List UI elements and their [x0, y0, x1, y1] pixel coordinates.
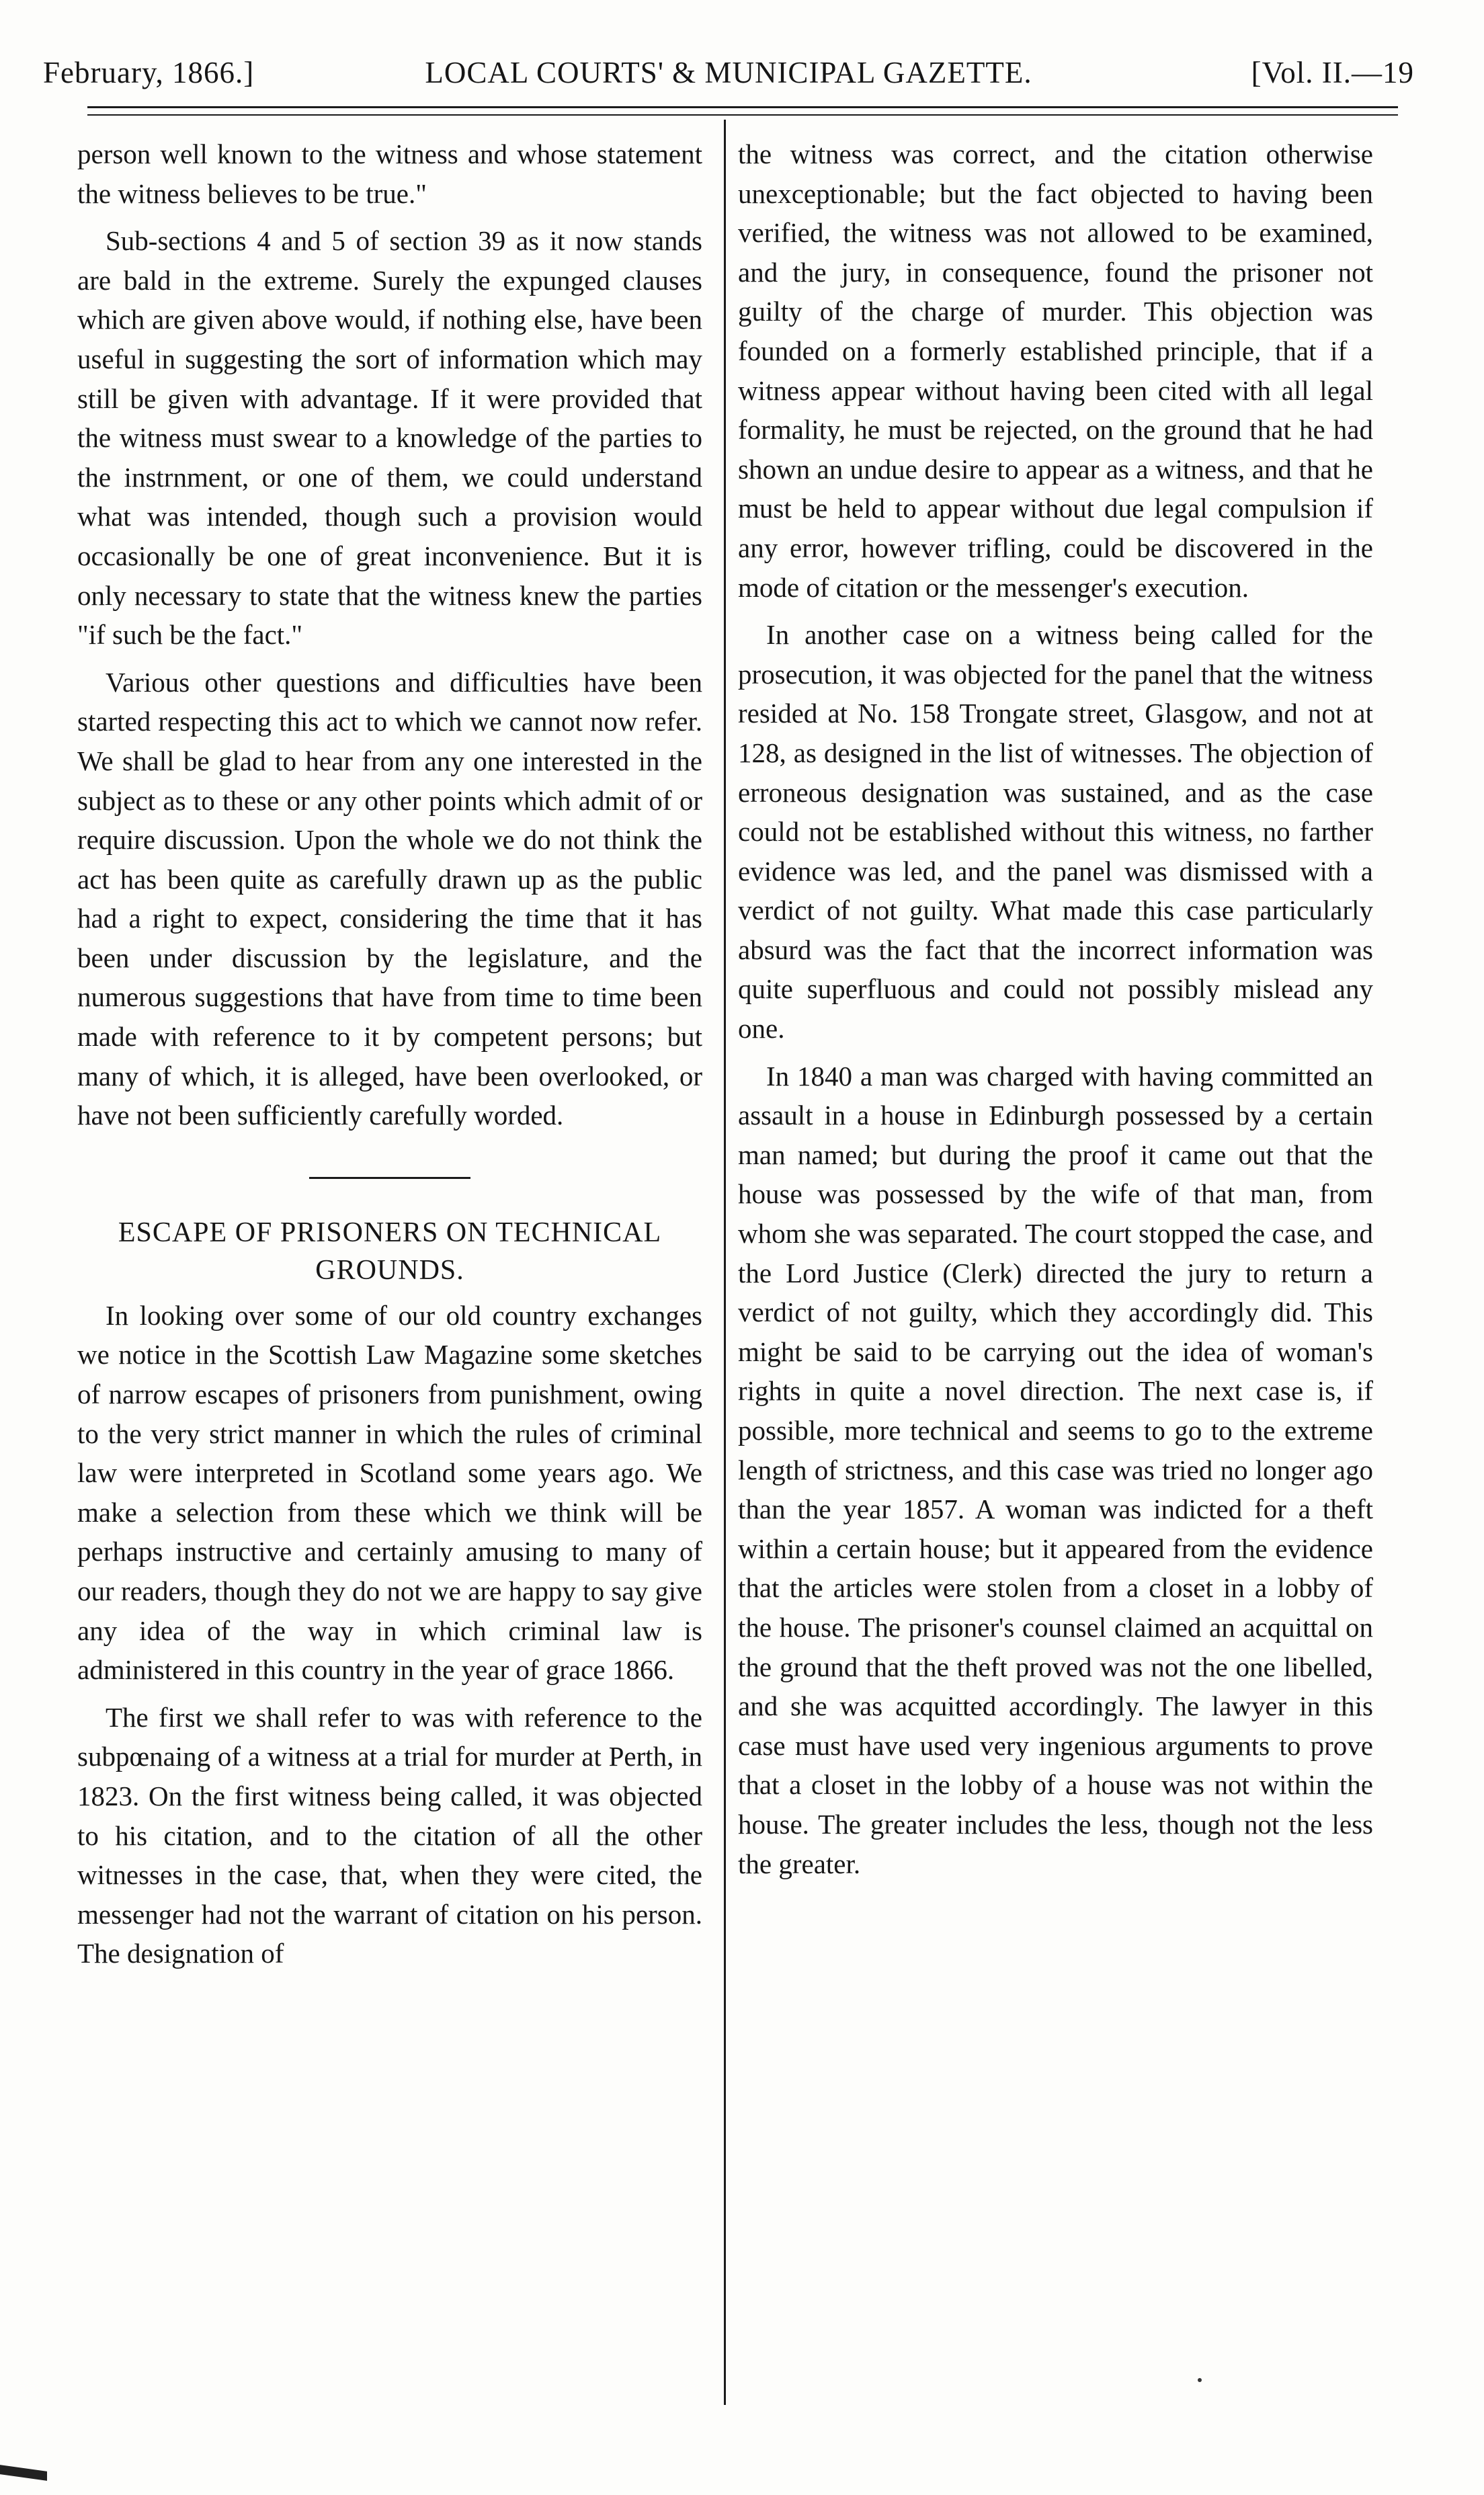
publication-title: LOCAL COURTS' & MUNICIPAL GAZETTE.	[425, 56, 1032, 89]
header-rule-bottom	[87, 114, 1398, 116]
section-separator	[309, 1177, 470, 1179]
page-edge-mark	[0, 2465, 47, 2481]
volume-page-number: [Vol. II.—19	[1251, 56, 1414, 89]
column-divider	[724, 120, 726, 2405]
paragraph: person well known to the witness and whose statement the witness believes to be true."	[77, 138, 702, 209]
paragraph: Various other questions and difficulties have been started respecting this act to which we cannot now refer. We shall be glad to hear from any one interested in the subject as to these or any other points which admit of or require discussion. Upon the whole we do not think the act has been quite as carefully drawn up as the public had a right to expect, considering the time that it has been under discussion by the legislature, and the numerous suggestions that have from time to time been made with reference to it by competent persons; but many of which, it is alleged, have been overlooked, or have not been sufficiently carefully worded.	[77, 666, 702, 1131]
right-column	[738, 134, 1373, 1891]
header-rule-top	[87, 106, 1398, 108]
ink-speck	[1198, 2378, 1202, 2382]
page-header	[43, 47, 1414, 94]
left-column	[77, 134, 702, 1981]
paragraph: In 1840 a man was charged with having committed an assault in a house in Edinburgh possessed by a certain man named; but during the proof it came out that the house was possessed by the wife of that man, from whom she was separated. The court stopped the case, and the Lord Justice (Clerk) directed the jury to return a verdict of not guilty, which they accordingly did. This might be said to be carrying out the idea of woman's rights in quite a novel direction. The next case is, if possible, more technical and seems to go to the extreme length of strictness, and this case was tried no longer ago than the year 1857. A woman was indicted for a theft within a certain house; but it appeared from the evidence that the articles were stolen from a closet in a lobby of the house. The prisoner's counsel claimed an acquittal on the ground that the theft proved was not the one libelled, and she was acquitted accordingly. The lawyer in this case must have used very ingenious arguments to prove that a closet in the lobby of a house was not within the house. The greater includes the less, though not the less the greater.	[738, 1060, 1373, 1879]
paragraph: Sub-sections 4 and 5 of section 39 as it now stands are bald in the extreme. Surely the expunged clauses which are given above would, if nothing else, have been useful in suggesting the sort of information which may still be given with advantage. If it were provided that the witness must swear to a knowledge of the parties to the instrnment, or one of them, we could understand what was intended, though such a provision would occasionally be one of great inconvenience. But it is only necessary to state that the witness knew the parties "if such be the fact."	[77, 225, 702, 651]
paragraph: The first we shall refer to was with reference to the subpœnaing of a witness at a trial for murder at Perth, in 1823. On the first witness being called, it was objected to his citation, and to the citation of all the other witnesses in the case, that, when they were cited, the messenger had not the warrant of citation on his person. The designation of	[77, 1701, 702, 1969]
paragraph: In another case on a witness being called for the prosecution, it was objected for the panel that the witness resided at No. 158 Trongate street, Glasgow, and not at 128, as designed in the list of witnesses. The objection of erroneous designation was sustained, and as the case could not be established without this witness, no farther evidence was led, and the panel was dismissed with a verdict of not guilty. What made this case particularly absurd was the fact that the incorrect information was quite superfluous and could not possibly mislead any one.	[738, 619, 1373, 1045]
paragraph: the witness was correct, and the citation otherwise unexceptionable; but the fact objected to having been verified, the witness was not allowed to be examined, and the jury, in consequence, found the prisoner not guilty of the charge of murder. This objection was founded on a formerly established principle, that if a witness appear without having been cited with all legal formality, he must be rejected, on the ground that he had shown an undue desire to appear as a witness, and that he must be held to appear without due legal compulsion if any error, however trifling, could be discovered in the mode of citation or the messenger's execution.	[738, 138, 1373, 603]
issue-date: February, 1866.]	[43, 56, 255, 89]
paragraph: In looking over some of our old country exchanges we notice in the Scottish Law Magazine some sketches of narrow escapes of prisoners from punishment, owing to the very strict manner in which the rules of criminal law were interpreted in Scotland some years ago. We make a selection from these which we think will be perhaps instructive and certainly amusing to many of our readers, though they do not we are happy to say give any idea of the way in which criminal law is administered in this country in the year of grace 1866.	[77, 1299, 702, 1686]
article-heading: ESCAPE OF PRISONERS ON TECHNICAL GROUNDS.	[118, 1217, 662, 1286]
